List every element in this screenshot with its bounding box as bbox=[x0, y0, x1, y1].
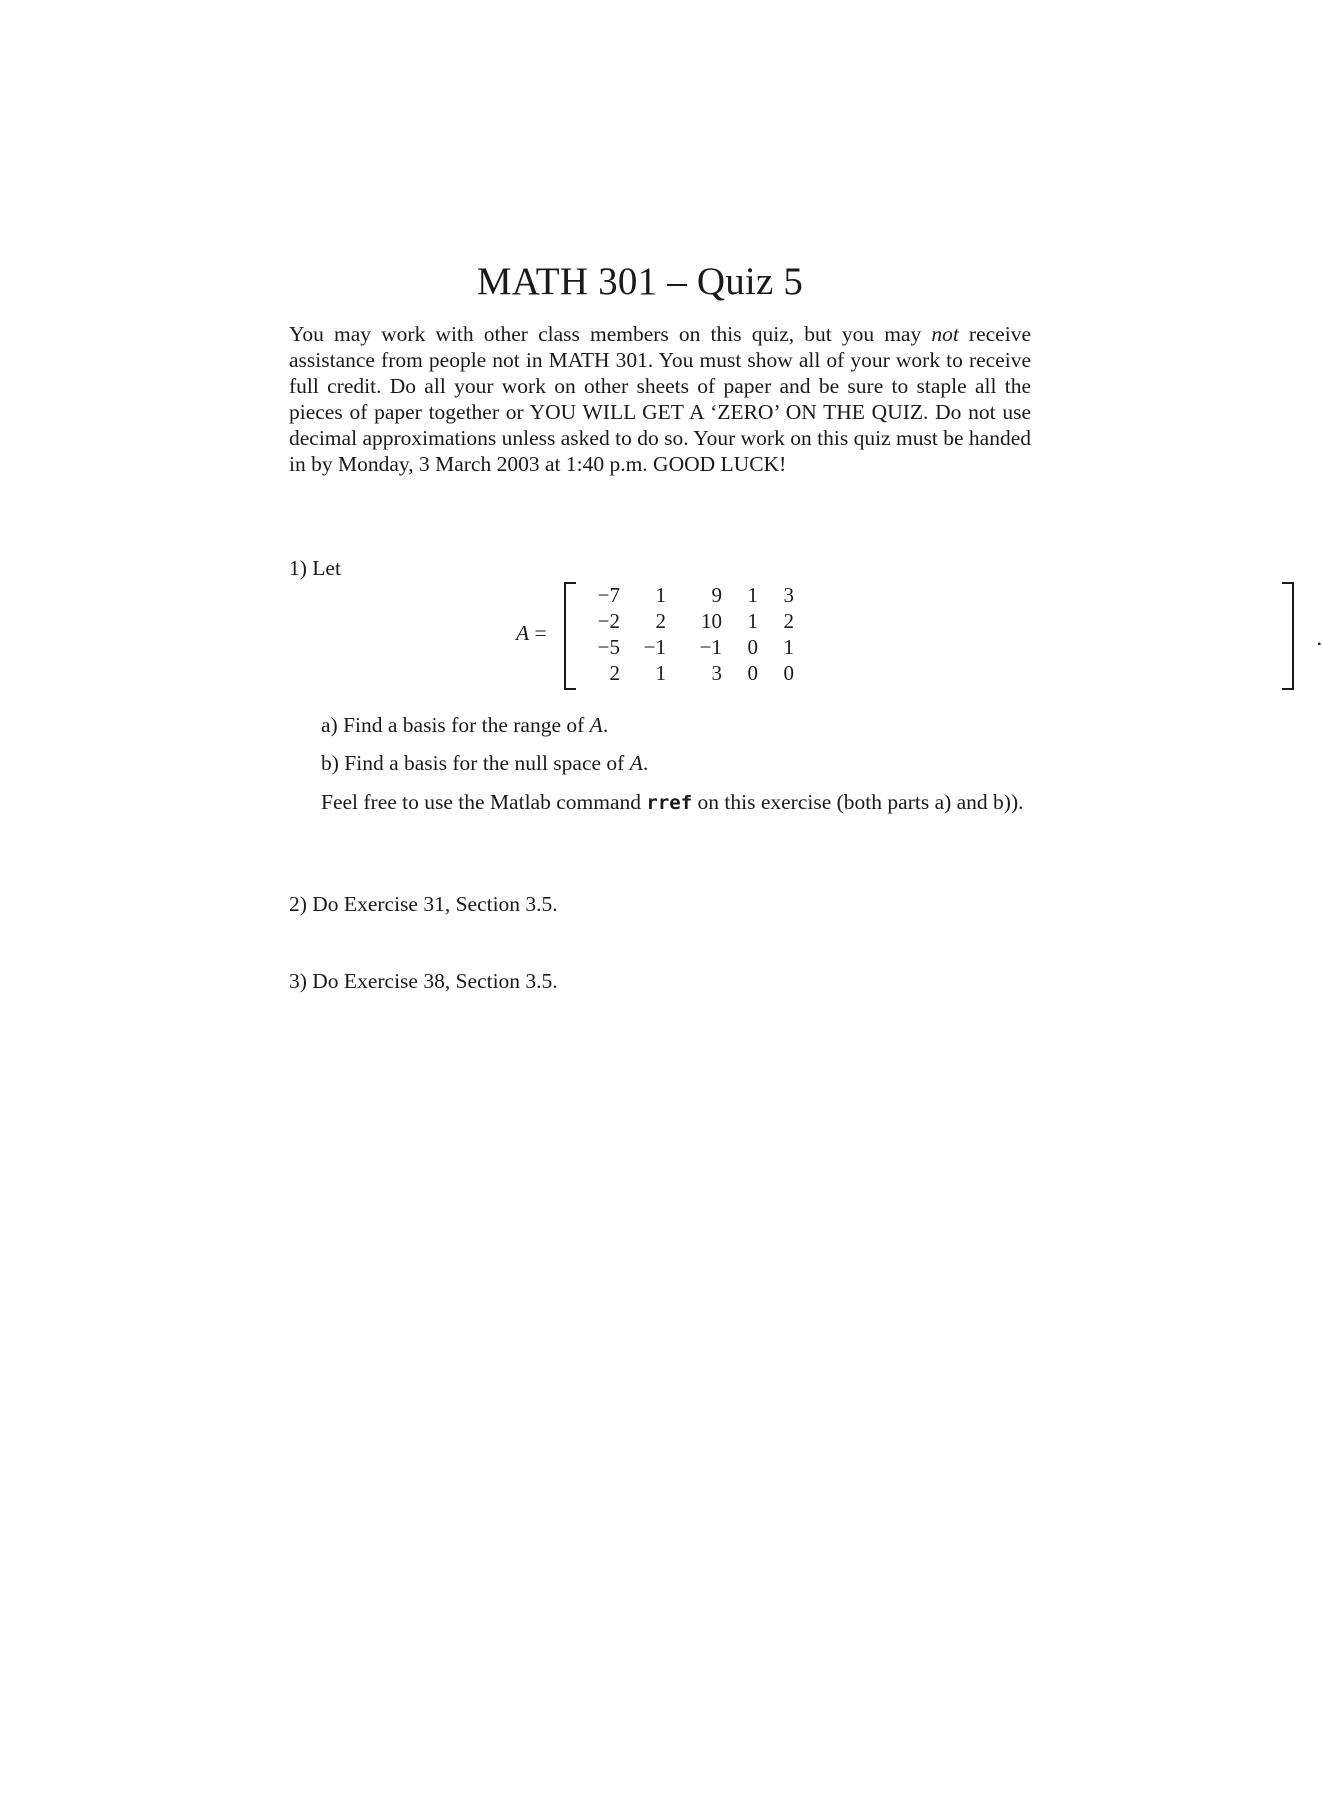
part-a-end: . bbox=[602, 713, 609, 737]
matrix-cell: −2 bbox=[597, 609, 620, 633]
page-title: MATH 301 – Quiz 5 bbox=[476, 260, 804, 303]
matrix-cell: −5 bbox=[597, 635, 620, 659]
matlab-note bbox=[289, 789, 1031, 816]
instructions-emphasis: not bbox=[931, 322, 959, 346]
matrix-cell: 1 bbox=[747, 583, 758, 607]
instructions-paragraph bbox=[289, 321, 1031, 477]
matrix-variable: A bbox=[516, 621, 530, 645]
matrix-cell: 3 bbox=[711, 661, 722, 685]
matrix-cell: 0 bbox=[747, 635, 758, 659]
matrix-lhs bbox=[516, 621, 547, 646]
matrix-cell: −7 bbox=[597, 583, 620, 607]
problem-1-label: 1) Let bbox=[289, 556, 341, 580]
matrix-cell: 2 bbox=[783, 609, 794, 633]
instructions-text-start: You may work with other class members on this quiz, but you may bbox=[289, 322, 932, 346]
matrix-cell: 1 bbox=[655, 661, 666, 685]
matrix-cell: 1 bbox=[747, 609, 758, 633]
matrix-cell: 0 bbox=[747, 661, 758, 685]
matrix-cell: 2 bbox=[655, 609, 666, 633]
matrix-period: . bbox=[1316, 626, 1323, 650]
problem-3: 3) Do Exercise 38, Section 3.5. bbox=[289, 969, 558, 993]
part-b-end: . bbox=[642, 751, 649, 775]
matrix-right-bracket bbox=[1282, 582, 1294, 690]
matrix-cell: −1 bbox=[643, 635, 666, 659]
problem-1-part-a bbox=[321, 712, 1063, 738]
matrix-cell: 1 bbox=[783, 635, 794, 659]
matrix-left-bracket bbox=[564, 582, 576, 690]
matlab-note-end: on this exercise (both parts a) and b)). bbox=[692, 790, 1024, 814]
matrix-cell: 10 bbox=[701, 609, 722, 633]
problem-1-part-b bbox=[321, 750, 1063, 776]
part-a-text: a) Find a basis for the range of bbox=[321, 713, 590, 737]
part-b-text: b) Find a basis for the null space of bbox=[321, 751, 630, 775]
matrix-cell: 9 bbox=[711, 583, 722, 607]
matrix-equation bbox=[510, 582, 1323, 690]
matrix-cell: 0 bbox=[783, 661, 794, 685]
matrix-cell: 2 bbox=[609, 661, 620, 685]
matlab-command: rref bbox=[646, 792, 693, 814]
problem-2: 2) Do Exercise 31, Section 3.5. bbox=[289, 892, 558, 916]
equals-sign: = bbox=[529, 621, 547, 645]
part-a-variable: A bbox=[589, 713, 603, 737]
matrix-cell: −1 bbox=[699, 635, 722, 659]
instructions-text-end: receive assistance from people not in MATH 301. You must show all of your work to receive full credit. Do all your work on other sheets of paper and be sure to staple all the pieces of paper together or YOU WILL GET A ‘ZERO’ ON THE QUIZ. Do not use decimal approximations unless asked to do so. Your work on this quiz must be handed in by Monday, 3 March 2003 at 1:40 p.m. GOOD LUCK! bbox=[289, 322, 1031, 476]
matrix-grid bbox=[580, 582, 800, 686]
matlab-note-start: Feel free to use the Matlab command bbox=[321, 790, 647, 814]
matrix-cell: 3 bbox=[783, 583, 794, 607]
matrix-cell: 1 bbox=[655, 583, 666, 607]
part-b-variable: A bbox=[629, 751, 643, 775]
